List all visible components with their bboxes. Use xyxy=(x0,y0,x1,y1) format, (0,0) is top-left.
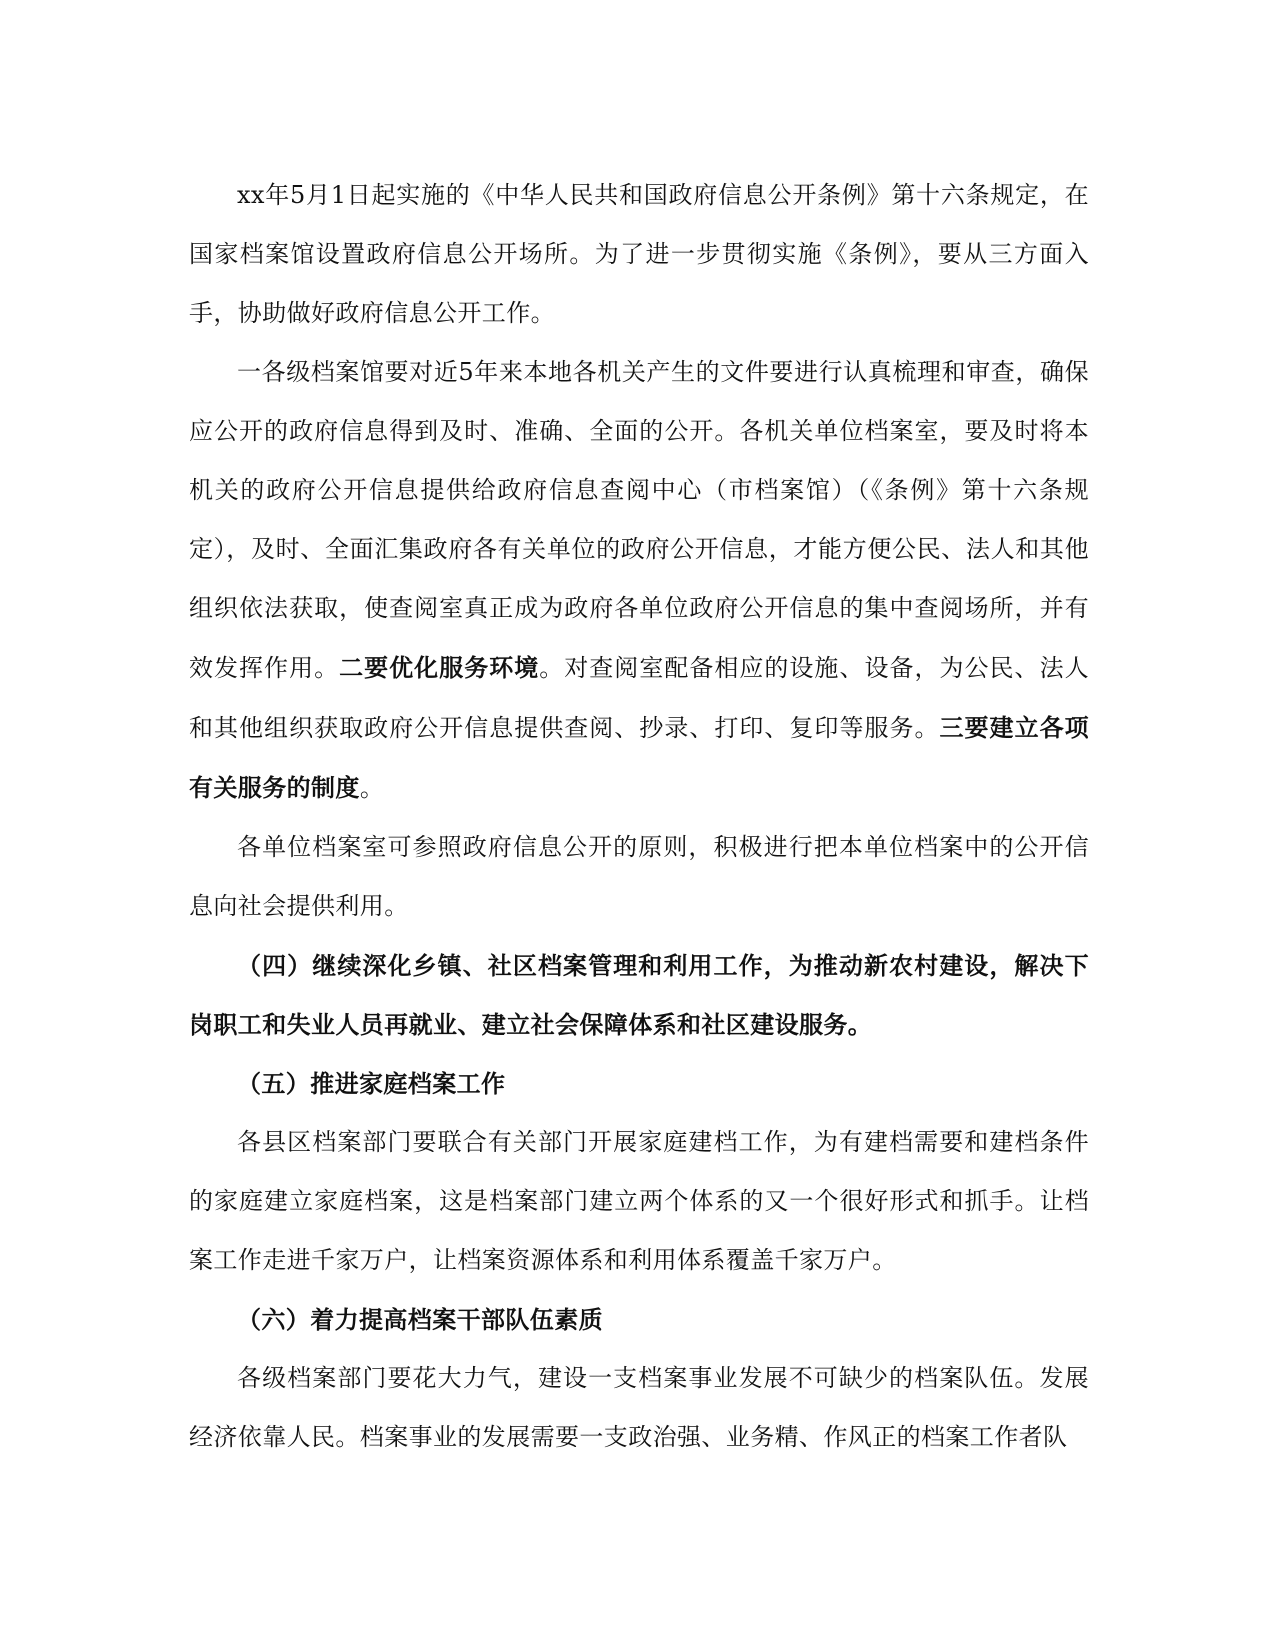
section-heading-four: （四）继续深化乡镇、社区档案管理和利用工作，为推动新农村建设，解决下岗职工和失业人员再就业、建立社会保障体系和社区建设服务。 xyxy=(189,951,1089,1039)
measure-two-heading: 二要优化服务环境 xyxy=(339,653,540,682)
paragraph-regulation-intro: xx年5月1日起实施的《中华人民共和国政府信息公开条例》第十六条规定，在国家档案馆设置政府信息公开场所。为了进一步贯彻实施《条例》，要从三方面入手，协助做好政府信息公开工作。 xyxy=(189,181,1089,327)
paragraph-three-measures xyxy=(189,343,1089,818)
measure-three-end: 。 xyxy=(359,774,385,802)
measure-one-text: 一各级档案馆要对近5年来本地各机关产生的文件要进行认真梳理和审查，确保应公开的政府信息得到及时、准确、全面的公开。各机关单位档案室，要及时将本机关的政府公开信息提供给政府信息查阅中心（市档案馆）（《条例》第十六条规定），及时、全面汇集政府各有关单位的政府公开信息，才能方便公民、法人和其他组织依法获取，使查阅室真正成为政府各单位政府公开信息的集中查阅场所，并有效发挥作用。 xyxy=(189,358,1089,682)
paragraph-archive-staff: 各级档案部门要花大力气，建设一支档案事业发展不可缺少的档案队伍。发展经济依靠人民。档案事业的发展需要一支政治强、业务精、作风正的档案工作者队 xyxy=(189,1364,1089,1451)
measure-three-heading: 三要建立各项有关服务的制度 xyxy=(189,713,1090,802)
document-body xyxy=(189,166,1089,1467)
paragraph-family-archives: 各县区档案部门要联合有关部门开展家庭建档工作，为有建档需要和建档条件的家庭建立家庭档案，这是档案部门建立两个体系的又一个很好形式和抓手。让档案工作走进千家万户，让档案资源体系和利用体系覆盖千家万户。 xyxy=(189,1128,1089,1274)
section-heading-five: （五）推进家庭档案工作 xyxy=(237,1069,506,1098)
section-heading-six: （六）着力提高档案干部队伍素质 xyxy=(237,1305,603,1334)
measure-two-text: 。对查阅室配备相应的设施、设备，为公民、法人和其他组织获取政府公开信息提供查阅、抄录、打印、复印等服务。 xyxy=(189,654,1089,742)
paragraph-unit-archives: 各单位档案室可参照政府信息公开的原则，积极进行把本单位档案中的公开信息向社会提供利用。 xyxy=(189,833,1089,920)
